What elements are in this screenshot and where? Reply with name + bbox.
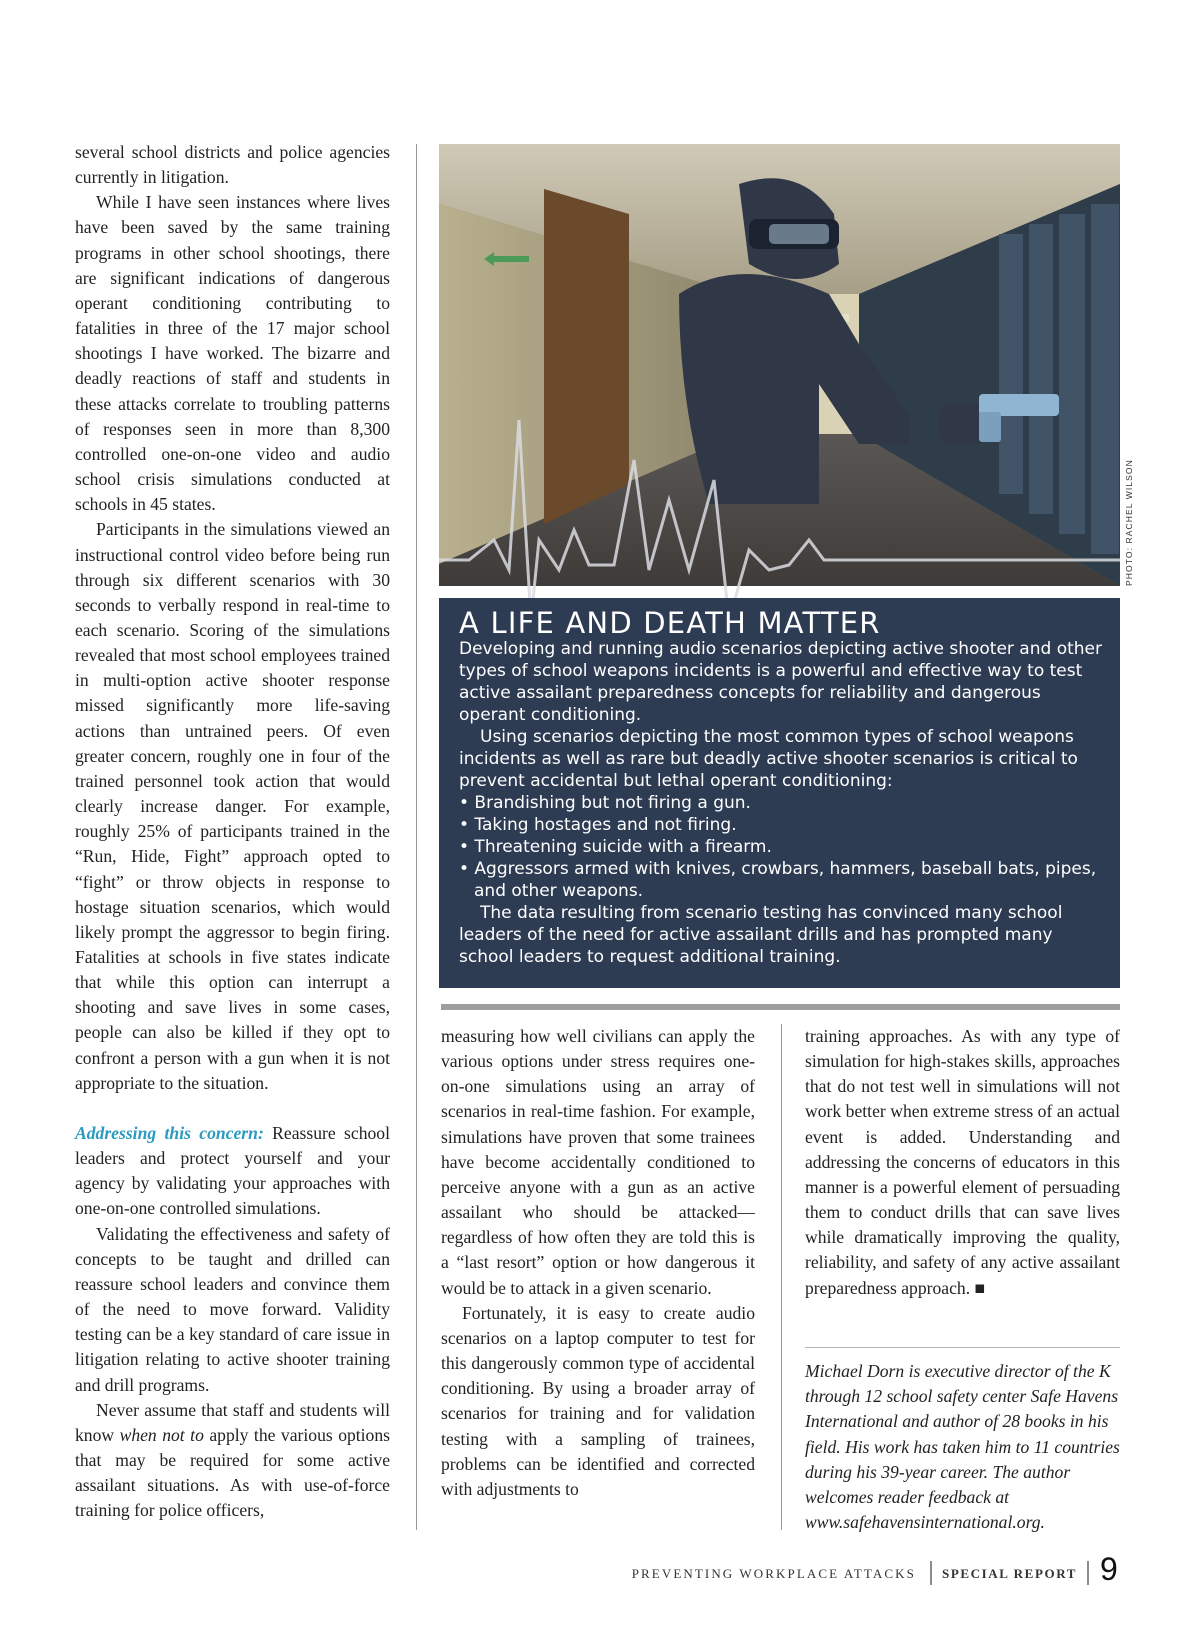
col1-paragraph: Validating the effectiveness and safety of concepts to be taught and drilled can reassure school leaders and convince them of the need to move forward. Validity testing can be a key standard of care issue in litigation relating to active shooter training and drill programs. — [75, 1223, 390, 1395]
sidebar-bullet: • Taking hostages and not firing. — [459, 815, 737, 835]
sidebar-paragraph: Using scenarios depicting the most common types of school weapons incidents as well as rare but deadly active shooter scenarios is critical to prevent accidental but lethal operant conditioning: — [459, 727, 1078, 791]
col1-paragraph — [75, 1121, 390, 1222]
author-bio: Michael Dorn is executive director of the K through 12 school safety center Safe Havens International and author of 28 books in his field. His work has taken him to 11 countries during his 39-year career. The author welcomes reader feedback at www.safehavensinternational.org. — [805, 1361, 1120, 1533]
page-number: 9 — [1100, 1551, 1118, 1587]
column-divider — [781, 1024, 782, 1530]
sidebar-title: A LIFE AND DEATH MATTER — [459, 606, 881, 640]
col1-text: Never assume that staff and students will know — [75, 1399, 390, 1445]
sidebar-paragraph: The data resulting from scenario testing has convinced many school leaders of the need for active assailant drills and has prompted many school leaders to request additional training. — [459, 903, 1063, 967]
sidebar-bullet: • Aggressors armed with knives, crowbars, hammers, baseball bats, pipes, and other weapons. — [459, 859, 1097, 901]
article-column-1 — [75, 140, 390, 1523]
col1-paragraph: While I have seen instances where lives have been saved by the same training programs in other school shootings, there are significant indications of dangerous operant conditioning contributing to fatalities in three of the 17 major school shootings I have worked. The bizarre and deadly reactions of staff and students in these attacks correlate to troubling patterns of responses seen in more than 8,300 controlled one-on-one video and audio school crisis simulations conducted at schools in 45 states. — [75, 192, 390, 515]
training-photo-illustration — [439, 144, 1120, 586]
col1-paragraph — [75, 1398, 390, 1524]
col1-text: Reassure school leaders and protect yourself and your agency by validating your approaches with one-on-one controlled simulations. — [75, 1122, 390, 1219]
article-column-3 — [805, 1024, 1120, 1301]
col1-paragraph: several school districts and police agencies currently in litigation. — [75, 142, 390, 188]
sidebar-paragraph: Developing and running audio scenarios depicting active shooter and other types of school weapons incidents is a powerful and effective way to test active assailant preparedness concepts for reliability and dangerous operant conditioning. — [459, 639, 1102, 725]
article-column-2 — [441, 1024, 755, 1502]
col1-emphasis: when not to — [119, 1424, 204, 1445]
col1-paragraph: Participants in the simulations viewed an instructional control video before being run through six different scenarios with 30 seconds to verbally respond in real-time to each scenario. Scoring of the simulations revealed that most school employees trained in multi-option active shooter response missed significantly more life-saving actions than untrained peers. Of even greater concern, roughly one in four of the trained personnel took action that would clearly increase danger. For example, roughly 25% of participants trained in the “Run, Hide, Fight” approach opted to “fight” or throw objects in response to hostage situation scenarios, which would likely prompt the aggressor to begin firing. Fatalities at schools in five states indicate that while this option can interrupt a shooting and save lives in some cases, people can also be killed if they opt to confront a person with a gun when it is not appropriate to the situation. — [75, 519, 390, 1093]
footer-separator — [930, 1561, 932, 1585]
sidebar-bullet-list — [459, 792, 1102, 902]
sidebar-bullet: • Threatening suicide with a firearm. — [459, 837, 772, 857]
footer-section-name: PREVENTING WORKPLACE ATTACKS — [631, 1566, 916, 1581]
sidebar-bullet: • Brandishing but not firing a gun. — [459, 793, 751, 813]
section-divider-bar — [441, 1004, 1120, 1010]
footer-report-name: SPECIAL REPORT — [942, 1566, 1077, 1581]
column-divider — [416, 144, 417, 1530]
col1-text: apply the various options that may be required for some active assailant situations. As with use-of-force training for police officers, — [75, 1424, 391, 1521]
training-photo — [439, 144, 1120, 586]
col2-paragraph: Fortunately, it is easy to create audio scenarios on a laptop computer to test for this dangerously common type of accidental conditioning. By using a broader array of scenarios for training and for validation testing with a sampling of trainees, problems can be identified and corrected with adjustments to — [441, 1302, 755, 1499]
bio-divider — [805, 1347, 1120, 1348]
col3-paragraph: training approaches. As with any type of simulation for high-stakes skills, approaches that do not test well in simulations will not work better when extreme stress of an actual event is added. Understanding and addressing the concerns of educators in this manner is a powerful element of persuading them to conduct drills that can save lives while dramatically improving the quality, reliability, and safety of any active assailant preparedness approach. ■ — [805, 1026, 1120, 1298]
footer-separator — [1087, 1561, 1089, 1585]
col2-paragraph: measuring how well civilians can apply the various options under stress requires one-on-one simulations using an array of scenarios in real-time fashion. For example, simulations have proven that some trainees have become accidentally conditioned to perceive anyone with a gun as an active assailant who should be attacked—regardless of how often they are told this is a “last resort” option or how dangerous it would be to attack in a given scenario. — [441, 1026, 755, 1298]
sidebar-box — [439, 598, 1120, 988]
photo-credit: PHOTO: RACHEL WILSON — [1124, 459, 1134, 586]
subhead-lead: Addressing this concern: — [75, 1122, 264, 1143]
